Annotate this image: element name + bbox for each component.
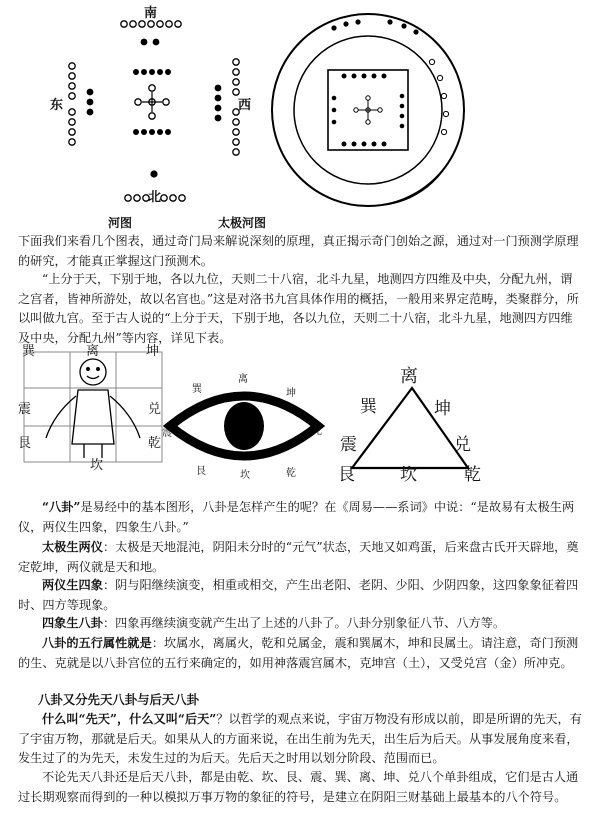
bagua-definition: 是易经中的基本图形，八卦是怎样产生的呢？在《周易——系词》中说：“是故易有太极生两仪，两仪生四象，四象生八卦。” xyxy=(18,500,575,534)
sixiang-definition: ：四象再继续演变就产生出了上述的八卦了。八卦分别象征八节、八方等。 xyxy=(102,616,506,630)
taiji-hetu-caption: 太极河图 xyxy=(218,216,267,230)
liangyi-term: 两仪生四象 xyxy=(42,578,103,592)
xiantian-answer: ？以哲学的观点来说，宇宙万物没有形成以前，即是所谓的先天，有了宇宙万物，那就是后天。如果从人的方面来说，在出生前为先天，出生后为后天。从事发展角度来看，发生过了的为先天，未发生过的为后天。先后天之时用以划分阶段、范围而已。 xyxy=(18,712,582,766)
section-heading: 八卦又分先天八卦与后天八卦 xyxy=(38,692,200,707)
hetu-diagram xyxy=(40,0,270,212)
triangle-zhen-label: 震 xyxy=(340,435,357,455)
hetu-west-label: 西 xyxy=(238,98,252,113)
triangle-kun-label: 坤 xyxy=(434,399,451,419)
grid-gen-label: 艮 xyxy=(18,436,32,451)
eye-xun-label: 巽 xyxy=(192,384,202,395)
triangle-xun-label: 巽 xyxy=(360,397,377,417)
taiji-hetu-svg xyxy=(266,6,466,212)
grid-qian-label: 乾 xyxy=(148,436,162,451)
triangle-qian-label: 乾 xyxy=(464,465,481,485)
wuxing-term: 八卦的五行属性就是 xyxy=(42,636,152,650)
grid-kun-label: 坤 xyxy=(146,344,160,359)
hetu-east-label: 东 xyxy=(50,98,64,113)
grid-li-label: 离 xyxy=(86,344,100,359)
intro-paragraph-2: “上分于天，下别于地，各以九位，天则二十八宿，北斗九星，地测四方四维及中央，分配九州，谓之宫者，皆神所游处，故以名宫也。”这是对洛书九宫具体作用的概括，一般用来界定范畴，类聚群分，所以叫做九宫。至于古人说的“上分于天，下别于地，各以九位，天则二十八宿，北斗九星，地测四方四维及中央，分配九州”等内容，详见下表。 xyxy=(18,272,579,345)
liangyi-definition: ：阴与阳继续演变，相重或相交，产生出老阳、老阴、少阳、少阴四象，这四象象征着四时、四方等现象。 xyxy=(18,578,579,612)
triangle-gen-label: 艮 xyxy=(338,465,355,485)
triangle-dui-label: 兑 xyxy=(454,435,471,455)
hetu-dots xyxy=(40,0,270,212)
hetu-north-label: 北 xyxy=(148,190,162,205)
triangle-li-label: 离 xyxy=(400,366,418,387)
bagua-paragraph-2 xyxy=(18,538,584,577)
section-paragraph-1 xyxy=(18,710,584,769)
intro-paragraph-1: 下面我们来看几个图表，通过奇门局来解说深刻的原理，真正揭示奇门创始之源，通过对一门预测学原理的研究，才能真正掌握这门预测术。 xyxy=(18,234,579,268)
eye-kun-label: 坤 xyxy=(286,388,296,399)
grid-zhen-label: 震 xyxy=(18,402,32,417)
triangle-kan-label: 坎 xyxy=(400,465,417,485)
triangle-trigram-diagram xyxy=(336,362,496,484)
eye-trigram-diagram xyxy=(160,370,330,480)
hetu-south-label: 南 xyxy=(144,6,158,21)
bagua-paragraph-1 xyxy=(18,498,584,537)
bagua-paragraph-4 xyxy=(18,614,584,634)
eye-figure-svg xyxy=(160,370,330,480)
bagua-paragraph-3 xyxy=(18,576,584,615)
eye-qian-label: 乾 xyxy=(286,468,296,479)
bagua-term: “八卦” xyxy=(42,500,81,514)
grid-trigram-diagram xyxy=(18,340,168,473)
eye-zhen-label: 震 xyxy=(162,428,172,439)
eye-kan-label: 坎 xyxy=(240,470,250,481)
taiji-definition: ：太极是天地混沌，阴阳未分时的“元气”状态，天地又如鸡蛋，后来盘古氏开天辟地，奠定乾坤，两仪就是天和地。 xyxy=(18,540,579,574)
section-paragraph-2: 不论先天八卦还是后天八卦，都是由乾、坎、艮、震、巽、离、坤、兑八个单卦组成，它们是古人通过长期观察而得到的一种以模拟万事万物的象征的符号，是建立在阴阳三财基础上最基本的八个符号。 xyxy=(18,770,579,804)
eye-dui-label: 兑 xyxy=(312,426,322,437)
eye-gen-label: 艮 xyxy=(196,466,206,477)
taiji-term: 太极生两仪 xyxy=(42,540,103,554)
wuxing-definition: ：坎属水，离属火，乾和兑属金，震和巽属木，坤和艮属土。请注意，奇门预测的生、克就是以八卦宫位的五行来确定的，如用神落震宫属木，克坤宫（土），又受兑宫（金）所冲克。 xyxy=(18,636,579,670)
sixiang-term: 四象生八卦 xyxy=(42,616,103,630)
xiantian-question: 什么叫“先天”，什么又叫“后天” xyxy=(42,712,217,726)
bagua-paragraph-5 xyxy=(18,634,584,673)
grid-dui-label: 兑 xyxy=(148,402,162,417)
grid-kan-label: 坎 xyxy=(90,458,104,473)
taiji-hetu-diagram xyxy=(266,6,466,212)
grid-figure-svg xyxy=(18,340,168,470)
eye-li-label: 离 xyxy=(238,374,248,385)
hetu-caption: 河图 xyxy=(108,216,133,230)
grid-xun-label: 巽 xyxy=(22,344,36,359)
